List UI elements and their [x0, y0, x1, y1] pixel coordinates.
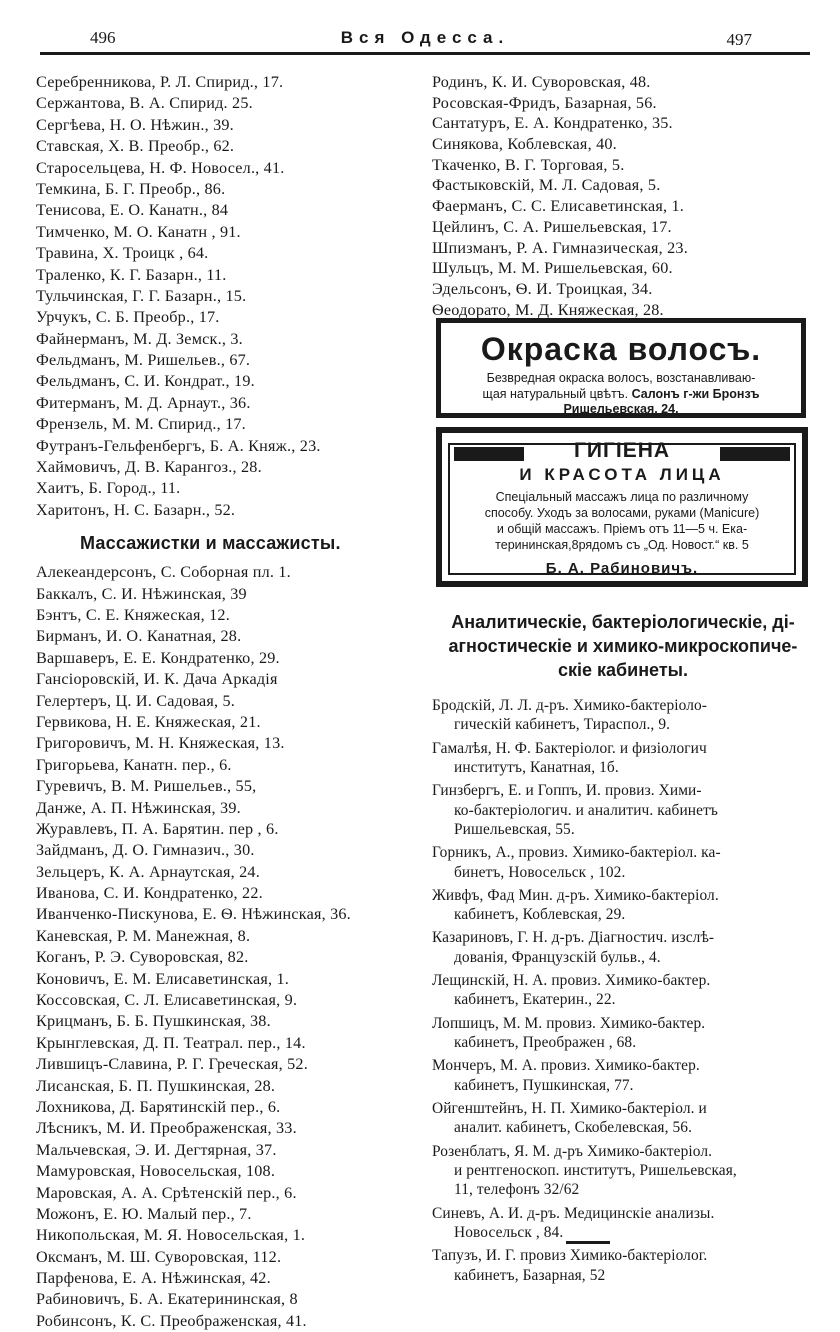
entry-first-line: Лещинскій, Н. А. провиз. Химико-бактер.: [432, 972, 711, 990]
section-heading-massage: Массажистки и массажисты.: [80, 533, 341, 554]
list-item: [432, 971, 814, 1010]
list-item: Гуревичъ, В. М. Ришельев., 55,: [36, 777, 257, 796]
list-item: Хаитъ, Б. Город., 11.: [36, 479, 181, 498]
list-item: Парфенова, Е. А. Нѣжинская, 42.: [36, 1269, 271, 1288]
heading-line: Аналитическіе, бактеріологическіе, ді-: [451, 612, 795, 632]
list-item: Каневская, Р. М. Манежная, 8.: [36, 926, 251, 945]
list-item: Футранъ-Гельфенбергъ, Б. А. Княж., 23.: [36, 436, 321, 455]
list-item: Ткаченко, В. Г. Торговая, 5.: [432, 155, 625, 174]
ad-body-line: терининская,8рядомъ съ „Од. Новост.“ кв. 5: [495, 538, 749, 552]
list-item: Росовская-Фридъ, Базарная, 56.: [432, 93, 657, 112]
entry-continuation-line: кабинетъ, Преображен , 68.: [454, 1034, 637, 1052]
entry-continuation-line: и рентгеноскоп. институтъ, Ришельевская,: [454, 1161, 737, 1179]
list-item: Мамуровская, Новосельская, 108.: [36, 1162, 276, 1181]
heading-line: агностическіе и химико-микроскопиче-: [448, 636, 798, 656]
list-item: Ѳеодорато, М. Д. Княжеская, 28.: [432, 300, 664, 319]
entry-first-line: Розенблатъ, Я. М. д-ръ Химико-бактеріол.: [432, 1142, 713, 1160]
list-item: Зайдманъ, Д. О. Гимназич., 30.: [36, 841, 255, 860]
list-item: Журавлевъ, П. А. Барятин. пер , 6.: [36, 819, 279, 838]
entry-continuation-line: бинетъ, Новосельск , 102.: [454, 863, 626, 881]
ad-text-line: Безвредная окраска волосъ, возстанавливаю-: [486, 371, 756, 385]
entry-continuation-line: институтъ, Канатная, 1б.: [454, 759, 619, 777]
laboratory-entries: [432, 696, 814, 1285]
list-item: Никопольская, М. Я. Новосельская, 1.: [36, 1226, 306, 1245]
list-item: Темкина, Б. Г. Преобр., 86.: [36, 179, 226, 198]
running-title: Вся Одесса.: [340, 28, 510, 47]
list-item: Сержантова, В. А. Спирид. 25.: [36, 94, 253, 113]
entry-continuation-line: кабинетъ, Пушкинская, 77.: [454, 1076, 634, 1094]
ad-body: [458, 489, 786, 553]
list-item: Мальчевская, Э. И. Дегтярная, 37.: [36, 1140, 277, 1159]
list-item: Тенисова, Е. О. Канатн., 84: [36, 201, 229, 220]
list-item: Лившицъ-Славина, Р. Г. Греческая, 52.: [36, 1055, 308, 1074]
entry-continuation-line: 11, телефонъ 32/62: [454, 1181, 580, 1199]
list-item: Фитерманъ, М. Д. Арнаут., 36.: [36, 393, 251, 412]
entry-continuation-line: кабинетъ, Коблевская, 29.: [454, 906, 626, 924]
list-item: Григоровичъ, М. Н. Княжеская, 13.: [36, 734, 285, 753]
list-item: Харитонъ, Н. С. Базарн., 52.: [36, 500, 236, 519]
directory-list-a: [36, 72, 426, 521]
section-heading-laboratories: [432, 610, 814, 682]
list-item: Варшаверъ, Е. Е. Кондратенко, 29.: [36, 648, 280, 667]
ad-salon-name: Салонъ г-жи Бронзъ: [631, 386, 760, 401]
entry-continuation-line: дованія, Французскій бульв., 4.: [454, 948, 661, 966]
list-item: Ставская, Х. В. Преобр., 62.: [36, 137, 235, 156]
list-item: Лѣсникъ, М. И. Преображенская, 33.: [36, 1119, 297, 1138]
list-item: Григорьева, Канатн. пер., 6.: [36, 755, 232, 774]
list-item: Коссовская, С. Л. Елисаветинская, 9.: [36, 991, 298, 1010]
list-item: Травина, Х. Троицк , 64.: [36, 244, 209, 263]
list-item: Хаймовичъ, Д. В. Карангоз., 28.: [36, 458, 262, 477]
ad-body-line: способу. Уходъ за волосами, руками (Manicure): [484, 506, 760, 520]
list-item: Лисанская, Б. П. Пушкинская, 28.: [36, 1076, 276, 1095]
list-item: Эдельсонъ, Ѳ. И. Троицкая, 34.: [432, 279, 653, 298]
directory-list-massage: [36, 562, 426, 1332]
list-item: Цейлинъ, С. А. Ришельевская, 17.: [432, 217, 672, 236]
list-item: Баккалъ, С. И. Нѣжинская, 39: [36, 584, 247, 603]
entry-first-line: Казариновъ, Г. Н. д-ръ. Діагностич. изслѣ-: [432, 929, 715, 947]
entry-continuation-line: Ришельевская, 55.: [454, 821, 575, 839]
list-item: [432, 696, 814, 735]
ad-title: Окраска волосъ.: [480, 331, 762, 367]
list-item: Иванченко-Пискунова, Е. Ѳ. Нѣжинская, 36.: [36, 905, 351, 924]
directory-list-continued: [432, 72, 814, 320]
entry-first-line: Тапузъ, И. Г. провиз Химико-бактеріолог.: [432, 1247, 708, 1265]
header-rule: [40, 52, 810, 55]
entry-first-line: Ойгенштейнъ, Н. П. Химико-бактеріол. и: [432, 1099, 707, 1117]
list-item: Синякова, Коблевская, 40.: [432, 135, 617, 154]
ad-text-line: щая натуральный цвѣтъ.: [482, 386, 629, 401]
list-item: [432, 1246, 814, 1285]
advertisement-face-hygiene: [436, 427, 808, 587]
list-item: Шульцъ, М. М. Ришельевская, 60.: [432, 259, 673, 278]
page-header: [40, 26, 810, 56]
list-item: Данже, А. П. Нѣжинская, 39.: [36, 798, 241, 817]
entry-first-line: Мончеръ, М. А. провиз. Химико-бактер.: [432, 1057, 700, 1075]
ad-body-line: Спеціальный массажъ лица по различному: [495, 490, 749, 504]
list-item: Робинсонъ, К. С. Преображенская, 41.: [36, 1311, 307, 1330]
list-item: Шпизманъ, Р. А. Гимназическая, 23.: [432, 238, 688, 257]
list-item: Иванова, С. И. Кондратенко, 22.: [36, 884, 263, 903]
list-item: Коганъ, Р. Э. Суворовская, 82.: [36, 948, 249, 967]
list-item: Лохникова, Д. Барятинскій пер., 6.: [36, 1097, 281, 1116]
list-item: Бирманъ, И. О. Канатная, 28.: [36, 627, 242, 646]
entry-first-line: Живфъ, Фад Мин. д-ръ. Химико-бактеріол.: [432, 886, 719, 904]
list-item: [432, 739, 814, 778]
list-item: Серебренникова, Р. Л. Спирид., 17.: [36, 73, 284, 91]
list-item: [432, 886, 814, 925]
entry-continuation-line: Новосельск , 84.: [454, 1223, 564, 1241]
page-number-left: 496: [90, 28, 116, 47]
list-item: [432, 1014, 814, 1053]
list-item: Маровская, А. А. Срѣтенскій пер., 6.: [36, 1183, 297, 1202]
entry-continuation-line: ко-бактеріологич. и аналитич. кабинетъ: [454, 801, 718, 819]
list-item: Зельцеръ, К. А. Арнаутская, 24.: [36, 862, 260, 881]
right-column-lower: [432, 596, 814, 1289]
list-item: Фастыковскій, М. Л. Садовая, 5.: [432, 176, 661, 195]
advertisement-hair-dye: [436, 318, 806, 418]
ad-title: ГИГІЕНА: [573, 439, 671, 462]
ad-body-line: и общій массажъ. Пріемъ отъ 11—5 ч. Ека-: [496, 522, 748, 536]
entry-first-line: Лопшицъ, М. М. провиз. Химико-бактер.: [432, 1014, 706, 1032]
list-item: Крынглевская, Д. П. Театрал. пер., 14.: [36, 1033, 306, 1052]
page-number-right: 497: [726, 30, 752, 49]
list-item: [432, 781, 814, 839]
list-item: Файнерманъ, М. Д. Земск., 3.: [36, 329, 243, 348]
list-item: Фаерманъ, С. С. Елисаветинская, 1.: [432, 197, 685, 216]
ad-inner-frame: [448, 439, 796, 577]
list-item: Старосельцева, Н. Ф. Новосел., 41.: [36, 158, 285, 177]
entry-first-line: Синевъ, А. И. д-ръ. Медицинскіе анализы.: [432, 1204, 715, 1222]
list-item: [432, 1204, 814, 1243]
list-item: Гелертеръ, Ц. И. Садовая, 5.: [36, 691, 236, 710]
list-item: Тульчинская, Г. Г. Базарн., 15.: [36, 286, 247, 305]
entry-continuation-line: гическій кабинетъ, Тираспол., 9.: [454, 716, 671, 734]
list-item: [432, 843, 814, 882]
list-item: Коновичъ, Е. М. Елисаветинская, 1.: [36, 969, 290, 988]
list-item: Фельдманъ, М. Ришельев., 67.: [36, 351, 251, 370]
end-rule: [566, 1241, 610, 1244]
list-item: Урчукъ, С. Б. Преобр., 17.: [36, 308, 220, 327]
list-item: Можонъ, Е. Ю. Малый пер., 7.: [36, 1204, 252, 1223]
list-item: Тимченко, М. О. Канатн , 91.: [36, 222, 241, 241]
list-item: Гервикова, Н. Е. Княжеская, 21.: [36, 712, 261, 731]
list-item: Сантатуръ, Е. А. Кондратенко, 35.: [432, 114, 673, 133]
list-item: Рабиновичъ, Б. А. Екатерининская, 8: [36, 1290, 298, 1309]
entry-continuation-line: кабинетъ, Базарная, 52: [454, 1266, 606, 1284]
ad-text: [441, 371, 801, 418]
list-item: Гансіоровскій, И. К. Дача Аркадія: [36, 670, 278, 689]
list-item: Оксманъ, М. Ш. Суворовская, 112.: [36, 1247, 282, 1266]
list-item: [432, 1142, 814, 1200]
heading-line: скіе кабинеты.: [557, 660, 689, 680]
list-item: Сергѣева, Н. О. Нѣжин., 39.: [36, 115, 234, 134]
ad-subtitle: И КРАСОТА ЛИЦА: [519, 465, 725, 484]
list-item: Родинъ, К. И. Суворовская, 48.: [432, 73, 651, 91]
list-item: Крицманъ, Б. Б. Пушкинская, 38.: [36, 1012, 271, 1031]
list-item: Френзель, М. М. Спирид., 17.: [36, 415, 246, 434]
list-item: Фельдманъ, С. И. Кондрат., 19.: [36, 372, 255, 391]
list-item: [432, 1056, 814, 1095]
entry-first-line: Бродскій, Л. Л. д-ръ. Химико-бактеріоло-: [432, 697, 708, 714]
list-item: Траленко, К. Г. Базарн., 11.: [36, 265, 227, 284]
entry-first-line: Гамалѣя, Н. Ф. Бактеріолог. и физіологич: [432, 739, 707, 757]
list-item: [432, 1099, 814, 1138]
list-item: [432, 928, 814, 967]
list-item: Бэнтъ, С. Е. Княжеская, 12.: [36, 605, 230, 624]
left-column: [36, 72, 426, 1332]
entry-continuation-line: кабинетъ, Екатерин., 22.: [454, 991, 616, 1009]
ad-signature: Б. А. Рабиновичъ.: [545, 560, 699, 577]
entry-first-line: Горникъ, А., провиз. Химико-бактеріол. ка-: [432, 844, 721, 862]
entry-continuation-line: аналит. кабинетъ, Скобелевская, 56.: [454, 1119, 693, 1137]
list-item: Алекеандерсонъ, С. Соборная пл. 1.: [36, 563, 291, 582]
entry-first-line: Гинзбергъ, Е. и Гоппъ, И. провиз. Хими-: [432, 782, 702, 800]
right-column: [432, 72, 814, 320]
ad-address: Ришельевская, 24.: [563, 402, 679, 416]
